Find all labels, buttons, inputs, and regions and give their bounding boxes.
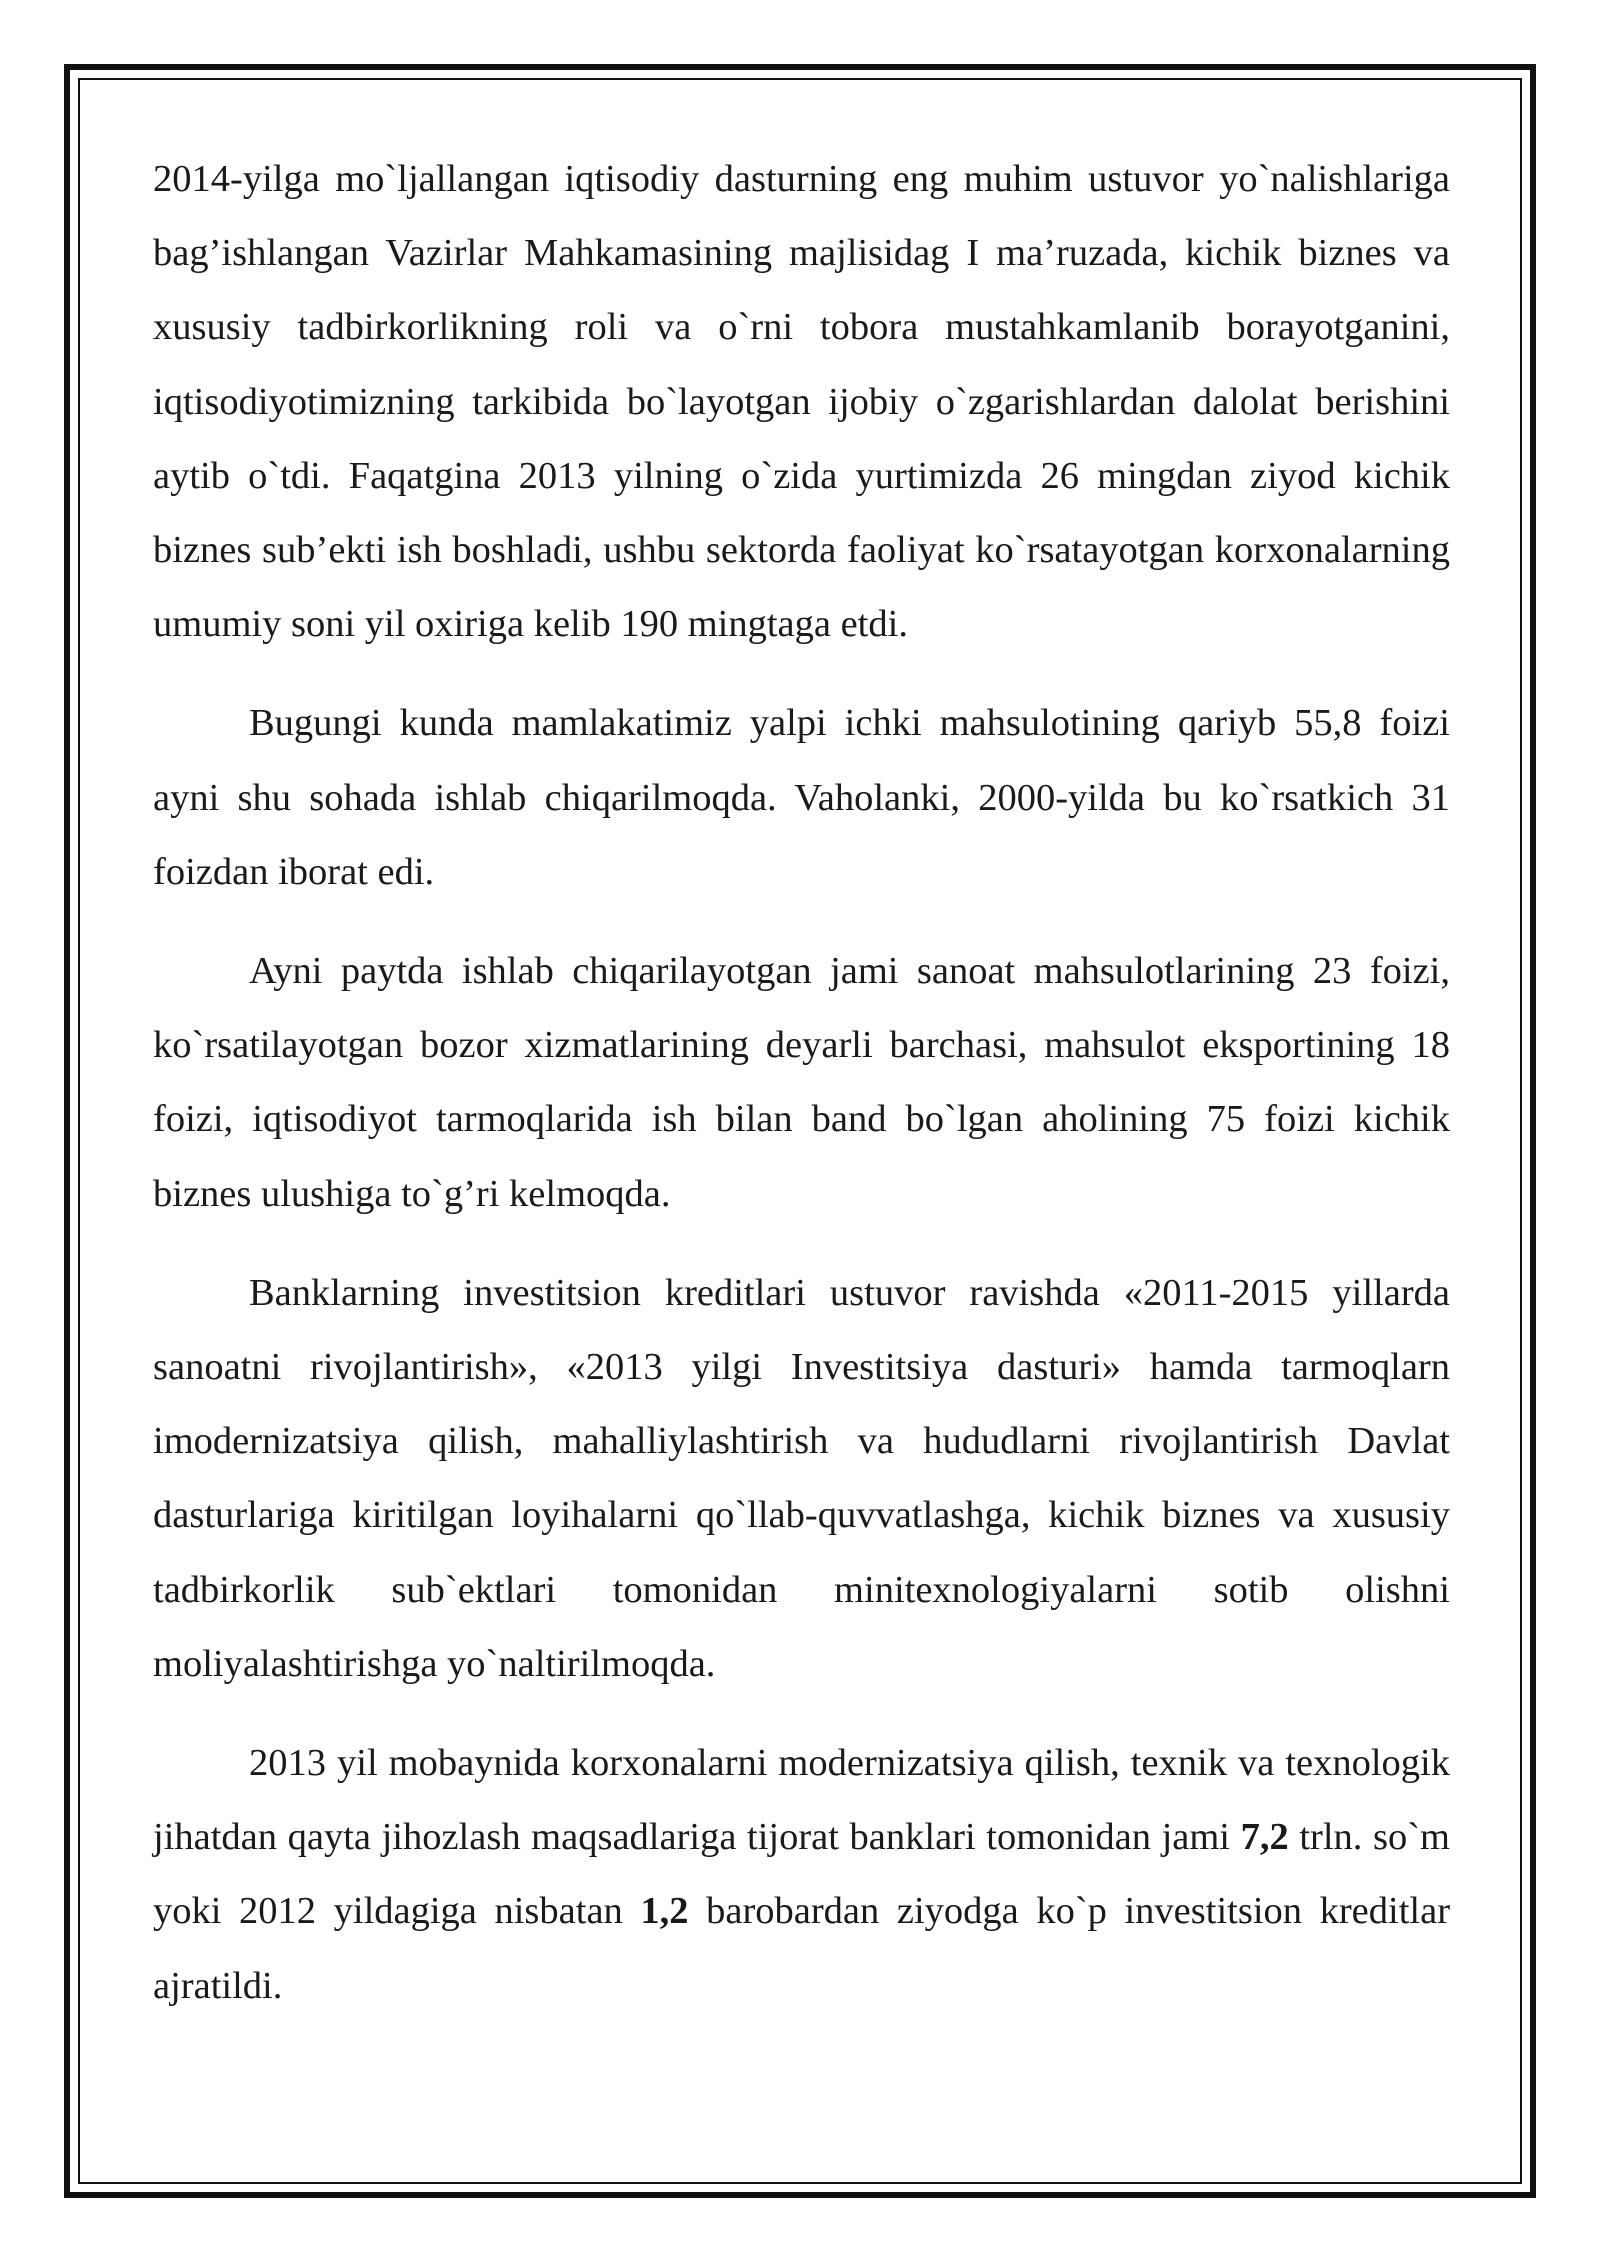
- paragraph-text: Bugungi kunda mamlakatimiz yalpi ichki mahsulotining qariyb 55,8 foizi ayni shu sohada ishlab chiqarilmoqda. Vaholanki, 2000-yilda bu ko`rsatkich 31 foizdan iborat edi.: [153, 702, 1450, 893]
- document-body: [153, 142, 1450, 2048]
- paragraph-4: [153, 1256, 1450, 1701]
- paragraph-text: 2013 yil mobaynida korxonalarni modernizatsiya qilish, texnik va texnologik jihatdan qayta jihozlash maqsadlariga tijorat banklari tomonidan jami: [153, 1742, 1450, 1859]
- paragraph-text: barobardan ziyodga ko`p investitsion kreditlar ajratildi.: [153, 1890, 1451, 2007]
- paragraph-3: [153, 934, 1450, 1231]
- paragraph-text: Ayni paytda ishlab chiqarilayotgan jami sanoat mahsulotlarining 23 foizi, ko`rsatilayotgan bozor xizmatlarining deyarli barchasi, mahsulot eksportining 18 foizi, iqtisodiyot tarmoqlarida ish bilan band bo`lgan aholining 75 foizi kichik biznes ulushiga to`g’ri kelmoqda.: [153, 950, 1450, 1215]
- paragraph-text: 2014-yilga mo`ljallangan iqtisodiy dasturning eng muhim ustuvor yo`nalishlariga bag’ishlangan Vazirlar Mahkamasining majlisidag I ma’ruzada, kichik biznes va xususiy tadbirkorlikning roli va o`rni tobora mustahkamlanib borayotganini, iqtisodiyotimizning tarkibida bo`layotgan ijobiy o`zgarishlardan dalolat berishini aytib o`tdi. Faqatgina 2013 yilning o`zida yurtimizda 26 mingdan ziyod kichik biznes sub’ekti ish boshladi, ushbu sektorda faoliyat ko`rsatayotgan korxonalarning umumiy soni yil oxiriga kelib 190 mingtaga etdi.: [153, 158, 1450, 646]
- paragraph-text: Banklarning investitsion kreditlari ustuvor ravishda «2011-2015 yillarda sanoatni rivojlantirish», «2013 yilgi Investitsiya dasturi» hamda tarmoqlarn imodernizatsiya qilish, mahalliylashtirish va hududlarni rivojlantirish Davlat dasturlariga kiritilgan loyihalarni qo`llab-quvvatlashga, kichik biznes va xususiy tadbirkorlik sub`ektlari tomonidan minitexnologiyalarni sotib olishni moliyalashtirishga yo`naltirilmoqda.: [153, 1271, 1450, 1685]
- bold-figure-total: 7,2: [1240, 1816, 1289, 1859]
- paragraph-2: [153, 686, 1450, 909]
- paragraph-1: [153, 142, 1450, 661]
- paragraph-text: trln. so`m yoki 2012 yildagiga nisbatan: [153, 1816, 1450, 1933]
- paragraph-5: [153, 1726, 1450, 2023]
- bold-figure-ratio: 1,2: [640, 1890, 689, 1933]
